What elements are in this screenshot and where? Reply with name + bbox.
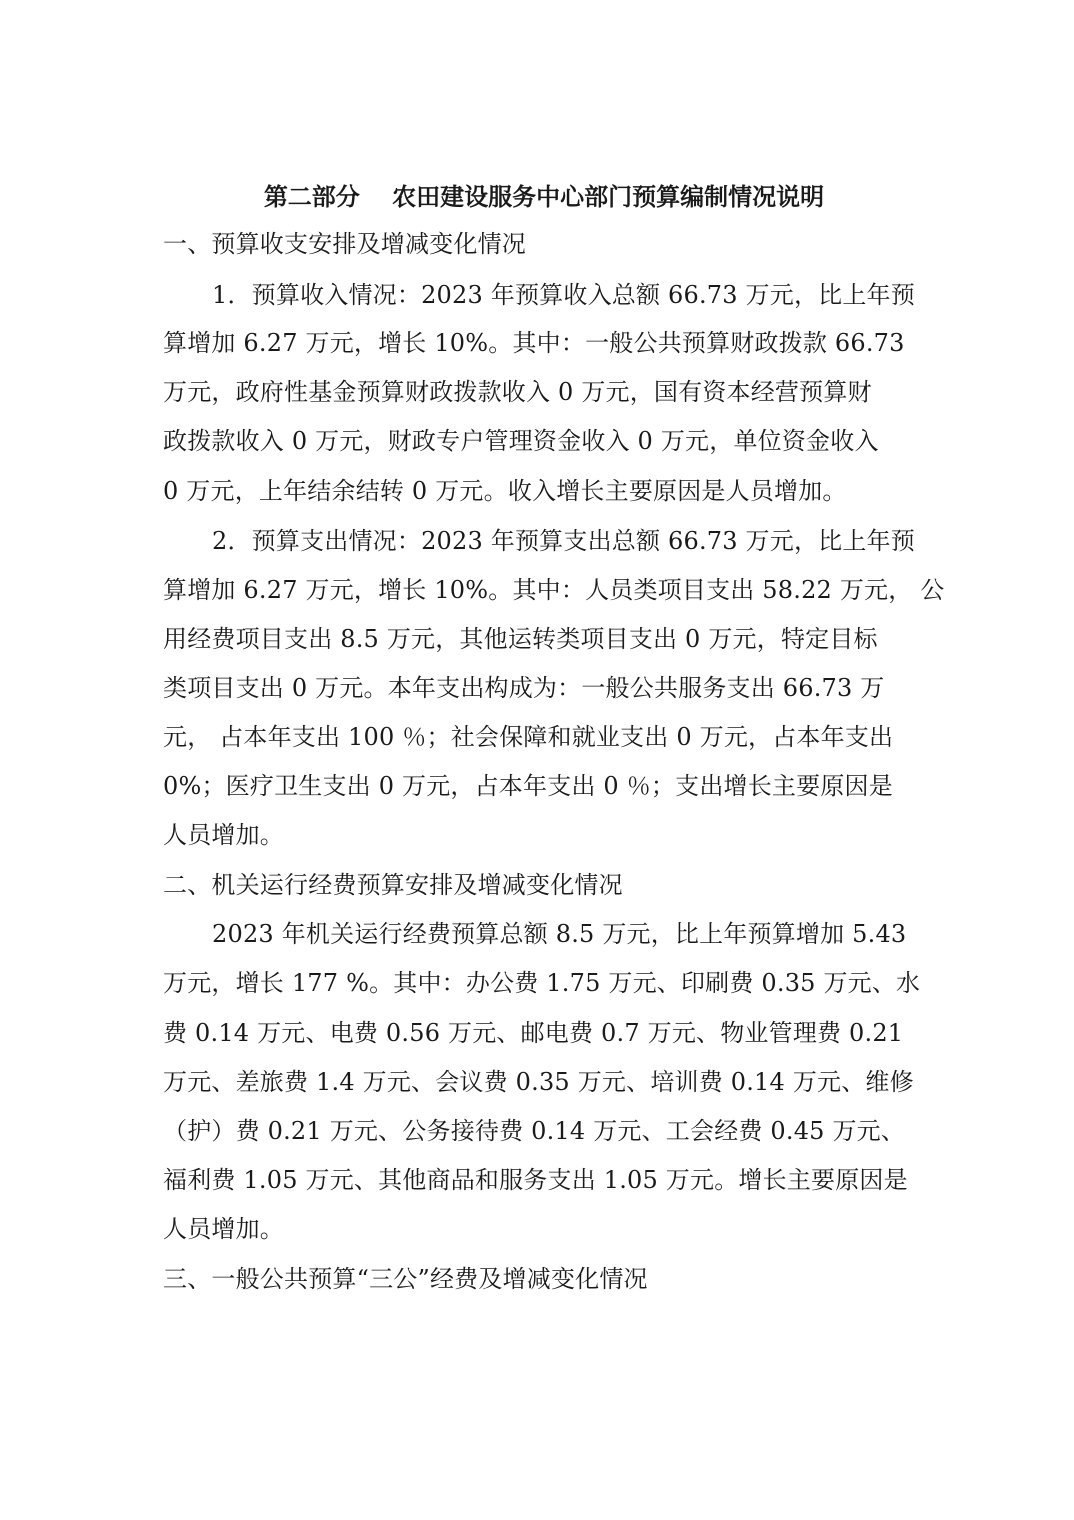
paragraph-line: 人员增加。	[163, 821, 284, 849]
paragraph-line: 政拨款收入 0 万元，财政专户管理资金收入 0 万元，单位资金收入	[163, 427, 879, 455]
paragraph-line: 0%；医疗卫生支出 0 万元，占本年支出 0 ％；支出增长主要原因是	[163, 772, 893, 800]
paragraph-line: 类项目支出 0 万元。本年支出构成为：一般公共服务支出 66.73 万	[163, 674, 885, 702]
paragraph-line: 元， 占本年支出 100 ％；社会保障和就业支出 0 万元，占本年支出	[163, 723, 894, 751]
paragraph-line: 费 0.14 万元、电费 0.56 万元、邮电费 0.7 万元、物业管理费 0.21	[163, 1019, 904, 1047]
paragraph-line: 福利费 1.05 万元、其他商品和服务支出 1.05 万元。增长主要原因是	[163, 1166, 908, 1194]
paragraph-line: 0 万元，上年结余结转 0 万元。收入增长主要原因是人员增加。	[163, 477, 847, 505]
section-heading: 二、机关运行经费预算安排及增减变化情况	[163, 871, 623, 899]
section-heading: 一、预算收支安排及增减变化情况	[163, 230, 526, 258]
paragraph-line: （护）费 0.21 万元、公务接待费 0.14 万元、工会经费 0.45 万元、	[163, 1117, 906, 1145]
paragraph-line: 2023 年机关运行经费预算总额 8.5 万元，比上年预算增加 5.43	[212, 920, 907, 948]
paragraph-line: 算增加 6.27 万元，增长 10%。其中：人员类项目支出 58.22 万元， 公	[163, 576, 945, 604]
paragraph-line: 1．预算收入情况：2023 年预算收入总额 66.73 万元，比上年预	[212, 281, 915, 309]
paragraph-line: 2．预算支出情况：2023 年预算支出总额 66.73 万元，比上年预	[212, 527, 915, 555]
paragraph-line: 万元，政府性基金预算财政拨款收入 0 万元，国有资本经营预算财	[163, 378, 872, 406]
document-title: 第二部分 农田建设服务中心部门预算编制情况说明	[263, 182, 825, 211]
paragraph-line: 算增加 6.27 万元，增长 10%。其中：一般公共预算财政拨款 66.73	[163, 329, 905, 357]
paragraph-line: 用经费项目支出 8.5 万元，其他运转类项目支出 0 万元，特定目标	[163, 625, 878, 653]
paragraph-line: 万元、差旅费 1.4 万元、会议费 0.35 万元、培训费 0.14 万元、维修	[163, 1068, 914, 1096]
paragraph-line: 万元，增长 177 %。其中：办公费 1.75 万元、印刷费 0.35 万元、水	[163, 969, 921, 997]
section-heading: 三、一般公共预算“三公”经费及增减变化情况	[163, 1265, 648, 1293]
paragraph-line: 人员增加。	[163, 1215, 284, 1243]
